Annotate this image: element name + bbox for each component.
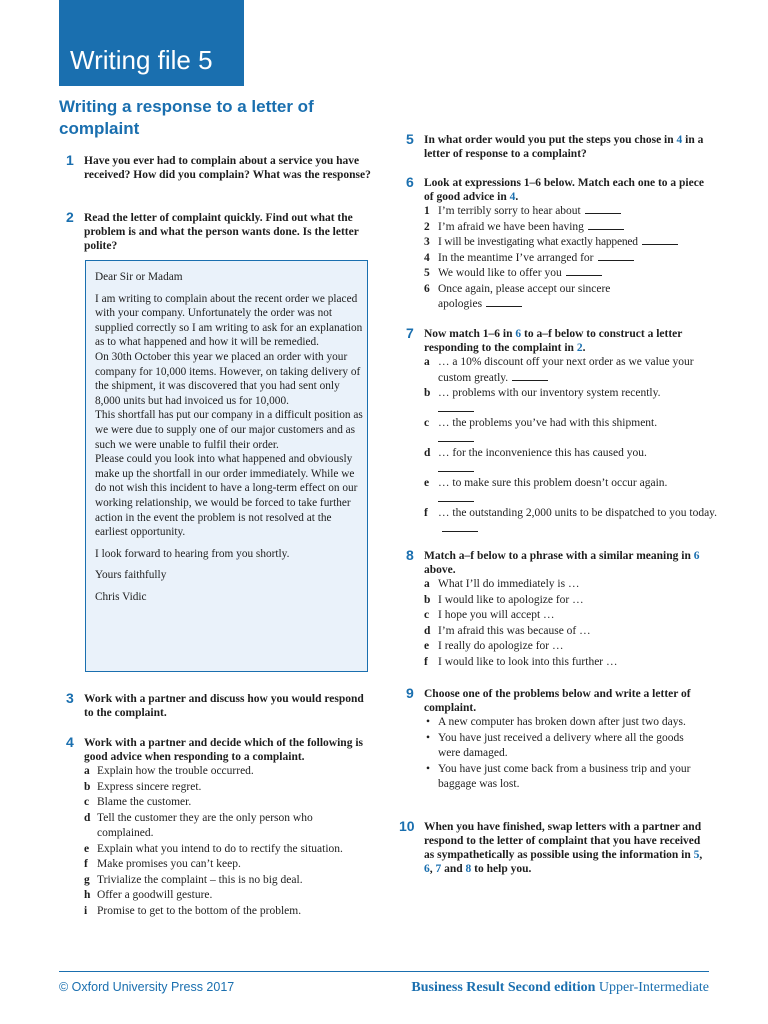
list-item: 3 I will be investigating what exactly happened (424, 235, 712, 251)
question-1 (66, 154, 376, 182)
list-item: c … the problems you’ve had with this shipment. (424, 416, 712, 446)
question-2 (66, 211, 376, 253)
question-number: 4 (66, 734, 74, 750)
question-text: Choose one of the problems below and write a letter of complaint. (424, 688, 691, 714)
problem-list (424, 715, 699, 793)
list-item: f … the outstanding 2,000 units to be dispatched to you today. (424, 506, 718, 537)
answer-blank[interactable] (438, 440, 474, 442)
advice-list (84, 764, 376, 919)
question-8 (406, 549, 712, 670)
question-text: Look at expressions 1–6 below. Match each one to a piece of good advice in 4. (424, 177, 704, 203)
list-item: a Explain how the trouble occurred. (84, 765, 254, 777)
list-item: b … problems with our inventory system recently. (424, 386, 712, 416)
question-number: 1 (66, 152, 74, 168)
answer-blank[interactable] (438, 410, 474, 412)
answer-blank[interactable] (438, 470, 474, 472)
question-7 (406, 325, 718, 537)
footer-divider (59, 971, 709, 972)
book-level: Upper-Intermediate (598, 980, 709, 995)
copyright-notice: © Oxford University Press 2017 (59, 980, 235, 994)
question-9 (406, 687, 712, 793)
question-6 (406, 176, 712, 313)
question-number: 8 (406, 547, 414, 563)
answer-blank[interactable] (486, 305, 522, 307)
list-item: 5 We would like to offer you (424, 266, 712, 282)
letter-paragraph: This shortfall has put our company in a difficult position as we were due to supply one of our major customers and as such we were unable to fulfil their order. (95, 409, 363, 451)
list-item: d … for the inconvenience this has caused you. (424, 446, 712, 476)
question-5 (406, 133, 712, 161)
letter-of-complaint (85, 260, 368, 672)
book-title (411, 980, 709, 996)
answer-blank[interactable] (438, 500, 474, 502)
answer-blank[interactable] (585, 212, 621, 214)
letter-signoff: Yours faithfully (95, 569, 167, 582)
question-number: 9 (406, 685, 414, 701)
list-item: f I would like to look into this further … (424, 655, 618, 668)
expressions-list (424, 204, 712, 313)
list-item: • You have just come back from a business trip and your baggage was lost. (426, 762, 691, 790)
list-item: b Express sincere regret. (84, 780, 202, 793)
list-item: c I hope you will accept … (424, 609, 555, 621)
list-item: 6 Once again, please accept our sincere apologies (424, 282, 611, 310)
list-item: g Trivialize the complaint – this is no big deal. (84, 873, 303, 886)
letter-closing: I look forward to hearing from you shortly. (95, 547, 290, 560)
letter-body (95, 270, 365, 604)
list-item: 2 I’m afraid we have been having (424, 220, 712, 236)
list-item: e I really do apologize for … (424, 640, 564, 652)
list-item: • You have just received a delivery where all the goods were damaged. (426, 731, 684, 759)
list-item: f Make promises you can’t keep. (84, 858, 241, 870)
list-item: c Blame the customer. (84, 796, 192, 808)
letter-paragraph: Please could you look into what happened and obviously make up the shortfall in our order immediately. While we do not wish this incident to have a long-term effect on our working relationship, we would be forced to take further action in the event the problem is not resolved at the earliest opportunity. (95, 453, 358, 539)
phrase-list (424, 577, 712, 670)
list-item: 4 In the meantime I’ve arranged for (424, 251, 712, 267)
answer-blank[interactable] (442, 530, 478, 532)
question-10 (399, 820, 712, 876)
list-item: • A new computer has broken down after just two days. (426, 716, 686, 728)
list-item: e … to make sure this problem doesn’t occur again. (424, 476, 712, 506)
page-title: Writing file 5 (70, 45, 213, 75)
question-number: 10 (399, 818, 415, 834)
question-3 (66, 692, 376, 720)
list-item: a What I’ll do immediately is … (424, 578, 580, 590)
answer-blank[interactable] (598, 259, 634, 261)
question-text: Read the letter of complaint quickly. Find out what the problem is and what the person wants done. Is the letter polite? (84, 212, 359, 252)
section-title: Writing a response to a letter of complaint (59, 97, 314, 138)
question-text: Work with a partner and discuss how you would respond to the complaint. (84, 693, 364, 719)
letter-salutation: Dear Sir or Madam (95, 271, 183, 283)
question-text: Now match 1–6 in 6 to a–f below to construct a letter responding to the complaint in 2. (424, 328, 683, 354)
question-number: 7 (406, 325, 414, 341)
answer-blank[interactable] (566, 274, 602, 276)
question-number: 6 (406, 174, 414, 190)
answer-blank[interactable] (588, 228, 624, 230)
list-item: h Offer a goodwill gesture. (84, 889, 213, 901)
list-item: i Promise to get to the bottom of the problem. (84, 904, 302, 917)
list-item: b I would like to apologize for … (424, 593, 584, 606)
question-text: When you have finished, swap letters with a partner and respond to the letter of complaint that you have received as sympathetically as possible using the information in 5, 6, 7 and 8 to help you. (424, 821, 703, 875)
list-item: d I’m afraid this was because of … (424, 624, 591, 637)
question-text: Work with a partner and decide which of the following is good advice when responding to a complaint. (84, 737, 363, 763)
question-text: In what order would you put the steps you chose in 4 in a letter of response to a complaint? (424, 134, 704, 160)
answer-blank[interactable] (642, 243, 678, 245)
question-number: 3 (66, 690, 74, 706)
list-item: d Tell the customer they are the only person who complained. (84, 811, 313, 839)
question-text: Match a–f below to a phrase with a similar meaning in 6 above. (424, 550, 700, 576)
question-text: Have you ever had to complain about a service you have received? How did you complain? What was the response? (84, 155, 371, 181)
list-item: a … a 10% discount off your next order as we value your custom greatly. (424, 356, 694, 384)
list-item: 1 I’m terribly sorry to hear about (424, 204, 712, 220)
question-4 (66, 736, 376, 919)
book-name: Business Result Second edition (411, 980, 596, 995)
match-list (424, 355, 718, 537)
answer-blank[interactable] (512, 379, 548, 381)
letter-paragraph: On 30th October this year we placed an order with your company for 10,000 items. However, on taking delivery of the shipment, it was discovered that you had sent only 8,000 units but had invoiced us for 10,000. (95, 350, 361, 407)
letter-paragraph: I am writing to complain about the recent order we placed with your company. Unfortunately the order was not supplied correctly so I am writing to ask for an explanation as to what happened and how it will be remedied. (95, 292, 363, 349)
letter-signature: Chris Vidic (95, 590, 147, 603)
question-number: 5 (406, 131, 414, 147)
question-number: 2 (66, 209, 74, 225)
list-item: e Explain what you intend to do to rectify the situation. (84, 842, 343, 855)
